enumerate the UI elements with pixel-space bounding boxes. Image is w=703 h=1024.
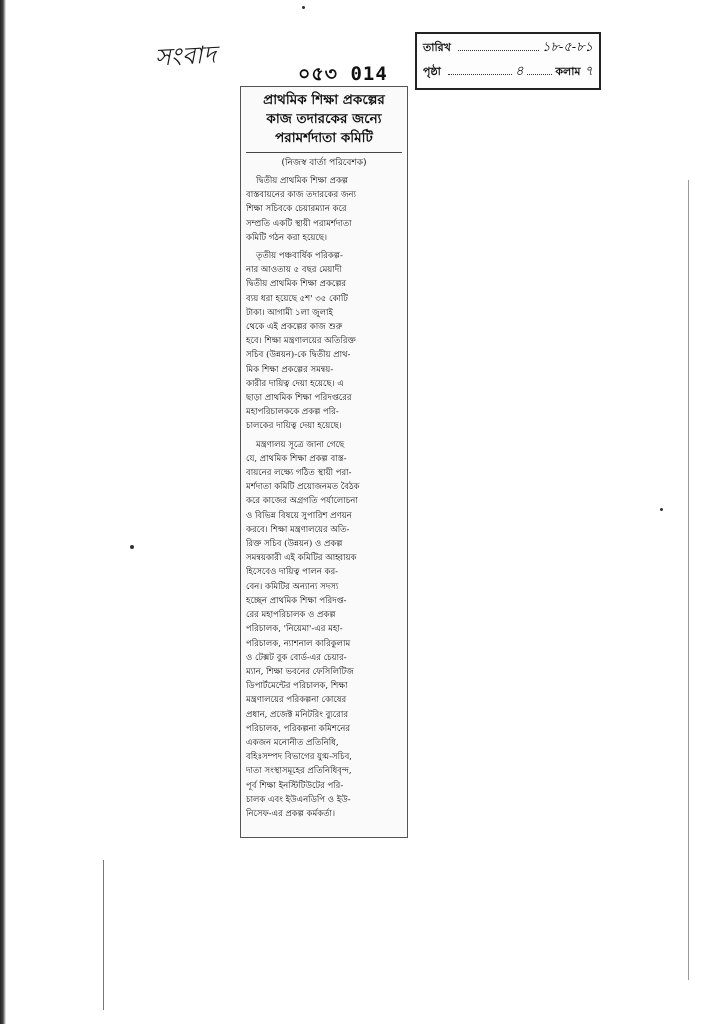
article-line: মহাপরিচালককে প্রকল্প পরি-	[246, 407, 339, 418]
scan-left-edge	[0, 0, 6, 1024]
date-value: ১৮-৫-৮১	[542, 40, 593, 55]
article-line: নার আওতায় ৫ বছর মেয়াদী	[246, 265, 342, 276]
article-line: ছাড়া প্রাথমিক শিক্ষা পরিদপ্তরের	[246, 393, 352, 404]
article-byline: (নিজস্ব বার্তা পরিবেশক)	[281, 158, 367, 168]
article-line: পূর্ব শিক্ষা ইনস্টিটিউটের পরি-	[246, 780, 344, 791]
article-line: একজন মনোনীত প্রতিনিধি,	[246, 737, 339, 748]
article-line: রিক্ত সচিব (উন্নয়ন) ও প্রকল্প	[246, 539, 343, 550]
article-line: পরিচালক, ন্যাশনাল কারিকুলাম	[246, 638, 351, 649]
scan-speck	[660, 508, 663, 511]
article-line: ব্যয় ধরা হয়েছে ৫শ' ৩৫ কোটি	[246, 293, 348, 304]
article-line: কমিটি গঠন করা হয়েছে।	[246, 232, 328, 243]
article-line: বহিঃসম্পদ বিভাগের যুগ্ম-সচিব,	[246, 752, 353, 763]
page-label: পৃষ্ঠা	[423, 65, 441, 78]
article-line: মিক শিক্ষা প্রকল্পের সমন্বয়-	[246, 364, 334, 375]
article-line: চালকের দায়িত্ব দেয়া হয়েছে।	[246, 421, 342, 432]
article-line: করে কাজের অগ্রগতি পর্যালোচনা	[246, 496, 358, 507]
article-line: দাতা সংস্থাসমূহের প্রতিনিধিবৃন্দ,	[246, 766, 352, 777]
article-line: পরিচালক, 'নিয়েমা'-এর মহা-	[246, 624, 343, 635]
dotted-line	[458, 38, 539, 51]
article-headline	[246, 91, 402, 153]
article-paragraph	[246, 174, 402, 245]
article-line: ও বিভিন্ন বিষয়ে সুপারিশ প্রণয়ন	[246, 510, 352, 521]
date-label: তারিখ	[423, 41, 451, 54]
article-line: দ্বিতীয় প্রাথমিক শিক্ষা প্রকল্পের	[246, 279, 347, 290]
article-line: প্রধান, প্রজেক্ট মনিটরিং ব্যুরোর	[246, 709, 348, 720]
article-line: তৃতীয় পঞ্চবার্ষিক পরিকল্প-	[256, 251, 343, 262]
headline-line: কাজ তদারকের জন্যে	[266, 111, 382, 127]
scan-artifact-line	[688, 180, 689, 980]
article-line: মন্ত্রণালয়ের পরিকল্পনা কোষের	[246, 695, 347, 706]
article-body	[246, 174, 402, 821]
article-line: ও টেক্সট বুক বোর্ড-এর চেয়ার-	[246, 652, 347, 663]
column-label: কলাম	[555, 65, 581, 78]
article-line: কারীর দায়িত্ব দেয়া হয়েছে। এ	[246, 378, 344, 389]
scan-speck	[130, 545, 134, 549]
column-value: ৭	[584, 64, 593, 79]
article-line: মর্শদাতা কমিটি প্রয়োজনমত বৈঠক	[246, 482, 360, 493]
dotted-line	[448, 62, 512, 75]
article-line: বাস্তবায়নের কাজ তদারকের জন্য	[246, 190, 356, 201]
newspaper-clipping	[240, 86, 408, 838]
dotted-line	[527, 62, 553, 75]
handwritten-newspaper-name: সংবাদ	[154, 40, 218, 72]
article-line: দ্বিতীয় প্রাথমিক শিক্ষা প্রকল্প	[256, 176, 348, 186]
article-line: চালক এবং ইউএনডিপি ও ইউ-	[246, 794, 351, 805]
page-value: ৪	[515, 64, 524, 79]
article-line: থেকে এই প্রকল্পের কাজ শুরু	[246, 322, 343, 333]
scan-speck	[302, 6, 305, 9]
date-row	[423, 38, 593, 62]
article-line: হিসেবেও দায়িত্ব পালন কর-	[246, 567, 338, 578]
article-line: ম্যান, শিক্ষা ভবনের ফেসিলিটিজ	[246, 666, 354, 677]
article-line: টাকা। আগামী ১লা জুলাই	[246, 307, 333, 318]
scan-artifact-line	[103, 860, 104, 1010]
article-line: নিসেফ-এর প্রকল্প কর্মকর্তা।	[246, 808, 336, 819]
headline-line: প্রাথমিক শিক্ষা প্রকল্পের	[263, 92, 385, 108]
article-line: যে, প্রাথমিক শিক্ষা প্রকল্প বাস্ত-	[246, 453, 347, 464]
article-line: সচিব (উন্নয়ন)-কে দ্বিতীয় প্রাথ-	[246, 350, 351, 361]
article-line: সমন্বয়কারী এই কমিটির আহ্বায়ক	[246, 553, 357, 564]
article-paragraph	[246, 438, 402, 821]
article-line: হচ্ছেন প্রাথমিক শিক্ষা পরিদপ্ত-	[246, 595, 347, 606]
article-line: শিক্ষা সচিবকে চেয়ারম্যান করে	[246, 204, 347, 215]
article-line: বেন। কমিটির অন্যান্য সদস্য	[246, 581, 339, 592]
page-row	[423, 62, 593, 86]
article-line: মন্ত্রণালয় সূত্রে জানা গেছে	[256, 439, 345, 450]
article-line: রের মহাপরিচালক ও প্রকল্প	[246, 610, 336, 621]
article-line: পরিচালক, পরিকল্পনা কমিশনের	[246, 723, 351, 734]
clip-code-stamp: ০৫৩ 014	[298, 63, 388, 85]
article-line: সম্প্রতি একটি স্থায়ী পরামর্শদাতা	[246, 218, 352, 229]
article-line: করবে। শিক্ষা মন্ত্রণালয়ের অতি-	[246, 524, 350, 535]
headline-line: পরামর্শদাতা কমিটি	[275, 130, 373, 146]
article-line: বায়নের লক্ষ্যে গঠিত স্থায়ী পরা-	[246, 468, 352, 479]
article-line: হবে। শিক্ষা মন্ত্রণালয়ের অতিরিক্ত	[246, 336, 356, 347]
article-paragraph	[246, 249, 402, 434]
article-line: ডিপার্টমেন্টের পরিচালক, শিক্ষা	[246, 681, 348, 692]
date-page-box	[415, 32, 601, 90]
